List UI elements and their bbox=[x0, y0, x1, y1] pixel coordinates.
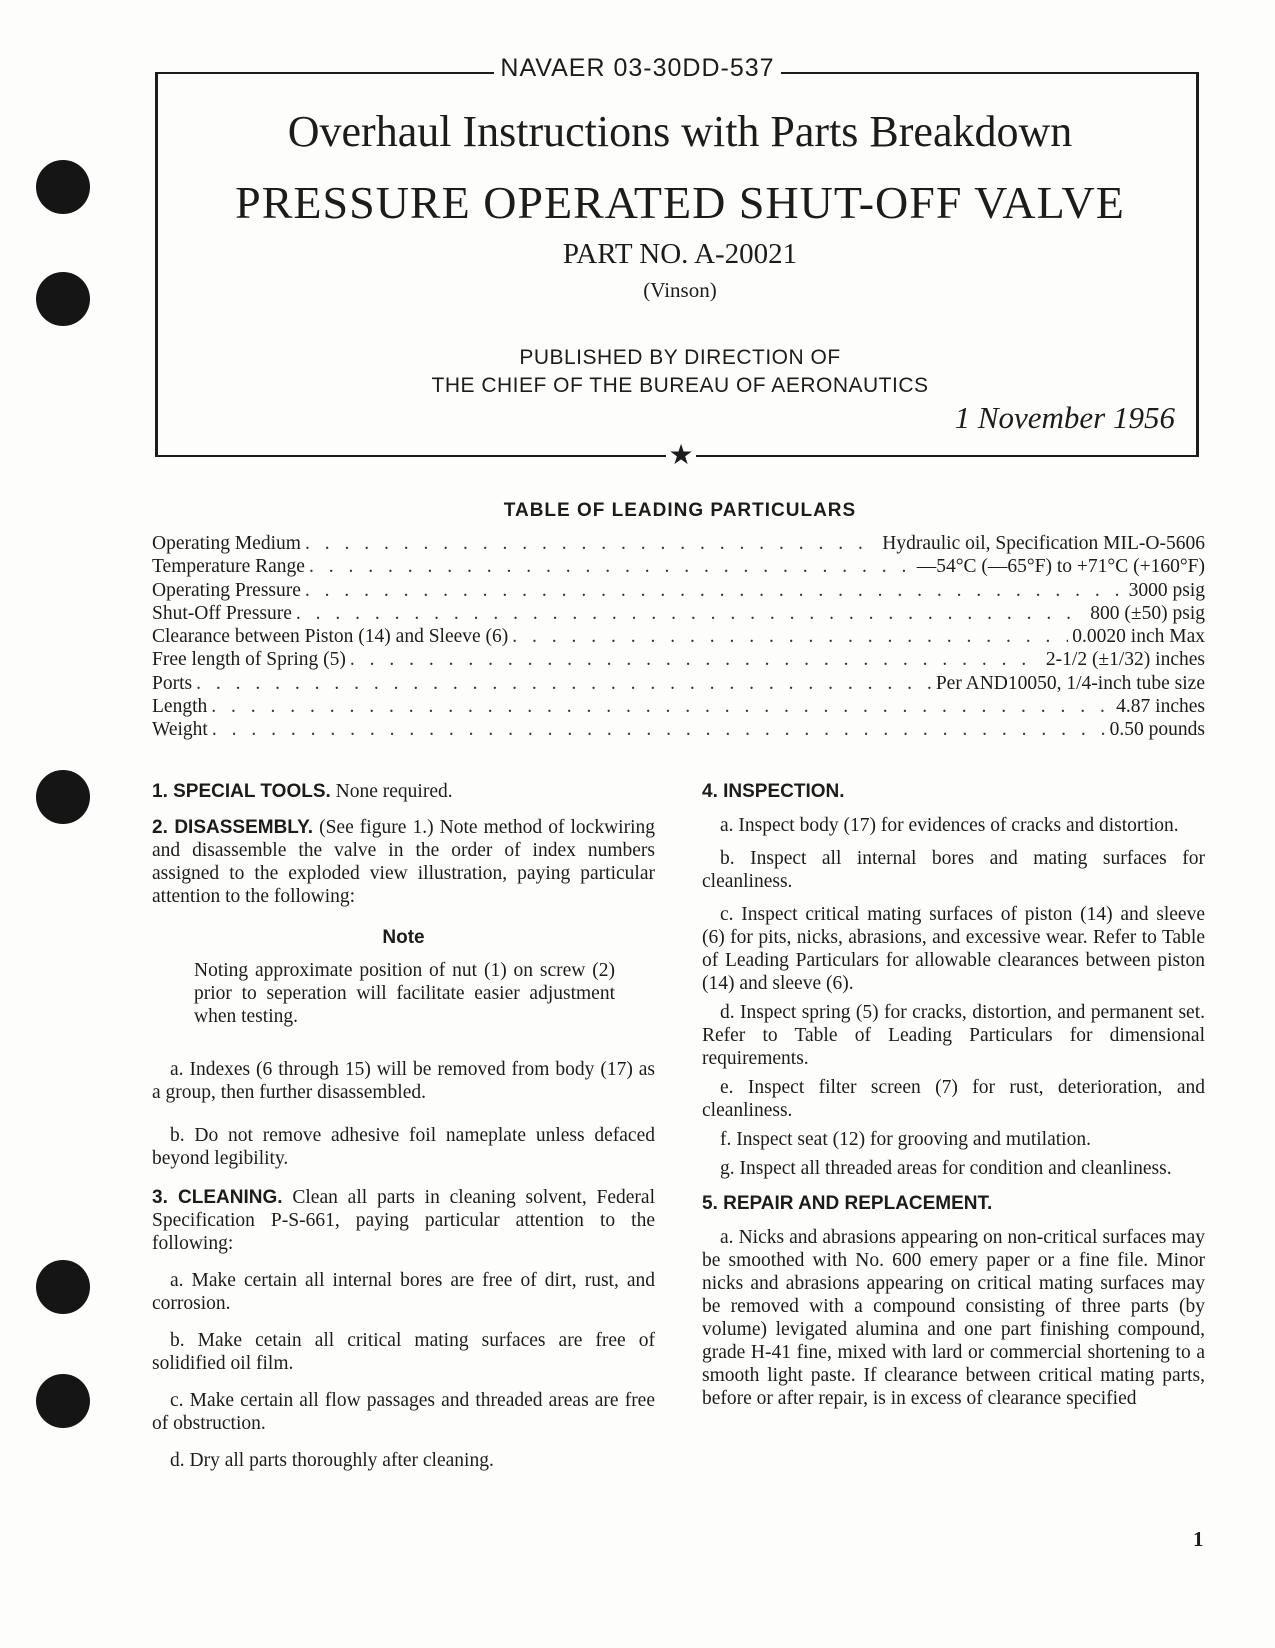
part-number: PART NO. A-20021 bbox=[562, 238, 798, 270]
list-item: b. Make cetain all critical mating surfaces are free of solidified oil film. bbox=[152, 1330, 655, 1374]
right-column bbox=[702, 780, 1205, 1410]
publication-date: 1 November 1956 bbox=[954, 400, 1175, 435]
particulars-row bbox=[152, 556, 1205, 579]
document-subject: PRESSURE OPERATED SHUT-OFF VALVE bbox=[235, 177, 1125, 228]
particulars-row bbox=[152, 673, 1205, 696]
particulars-row bbox=[152, 533, 1205, 556]
repair-heading-line bbox=[702, 1192, 1205, 1215]
list-item: c. Inspect critical mating surfaces of piston (14) and sleeve (6) for pits, nicks, abrasions, and excessive wear. Refer to Table of Leading Particulars for allowable clearances between piston (14) and sleeve (6). bbox=[702, 904, 1205, 994]
section-heading: 5. REPAIR AND REPLACEMENT. bbox=[702, 1193, 993, 1214]
list-item: b. Inspect all internal bores and mating surfaces for cleanliness. bbox=[702, 848, 1205, 892]
row-label: Temperature Range bbox=[152, 556, 305, 578]
inspection-heading-line bbox=[702, 780, 1205, 803]
row-value: —54°C (—65°F) to +71°C (+160°F) bbox=[916, 556, 1205, 578]
section-text: (See figure 1.) Note method of lockwiring and disassemble the valve in the order of index numbers assigned to the exploded view illustration, paying particular attention to the following: bbox=[152, 817, 655, 907]
note-heading: Note bbox=[382, 927, 425, 948]
list-item: a. Inspect body (17) for evidences of cracks and distortion. bbox=[720, 815, 1179, 836]
published-line: PUBLISHED BY DIRECTION OF bbox=[519, 346, 841, 369]
list-item: b. Do not remove adhesive foil nameplate unless defaced beyond legibility. bbox=[152, 1125, 655, 1169]
row-value: 0.50 pounds bbox=[1109, 719, 1205, 741]
particulars-row bbox=[152, 580, 1205, 603]
row-label: Ports bbox=[152, 672, 193, 694]
section-heading: 1. SPECIAL TOOLS. bbox=[152, 781, 331, 802]
row-value: 3000 psig bbox=[1128, 579, 1205, 601]
list-item: f. Inspect seat (12) for grooving and mutilation. bbox=[720, 1129, 1091, 1150]
row-value: 4.87 inches bbox=[1116, 696, 1205, 718]
particulars-table bbox=[152, 533, 1205, 743]
published-line: THE CHIEF OF THE BUREAU OF AERONAUTICS bbox=[431, 374, 929, 397]
section-heading: 2. DISASSEMBLY. bbox=[152, 817, 313, 838]
row-label: Operating Pressure bbox=[152, 579, 301, 601]
leader-dots bbox=[350, 649, 1042, 671]
page-number: 1 bbox=[1193, 1527, 1204, 1551]
row-value: Hydraulic oil, Specification MIL-O-5606 bbox=[882, 533, 1205, 554]
section-text: Clean all parts in cleaning solvent, Federal Specification P-S-661, paying particular attention to the following: bbox=[152, 1187, 655, 1254]
row-value: 2-1/2 (±1/32) inches bbox=[1045, 649, 1205, 671]
particulars-row bbox=[152, 649, 1205, 672]
special-tools-paragraph bbox=[152, 780, 655, 803]
published-by bbox=[0, 344, 1275, 400]
list-item: g. Inspect all threaded areas for condition and cleanliness. bbox=[720, 1158, 1172, 1179]
row-label: Operating Medium bbox=[152, 533, 301, 554]
row-label: Free length of Spring (5) bbox=[152, 649, 346, 671]
leader-dots bbox=[211, 696, 1112, 718]
particulars-row bbox=[152, 719, 1205, 742]
manufacturer: (Vinson) bbox=[643, 278, 717, 302]
row-value: 800 (±50) psig bbox=[1090, 602, 1205, 624]
list-item: d. Dry all parts thoroughly after cleaning. bbox=[170, 1450, 494, 1471]
document-title: Overhaul Instructions with Parts Breakdown bbox=[287, 107, 1073, 156]
particulars-row bbox=[152, 696, 1205, 719]
leader-dots bbox=[512, 626, 1068, 648]
list-item: a. Make certain all internal bores are free of dirt, rust, and corrosion. bbox=[152, 1270, 655, 1314]
note-text: Noting approximate position of nut (1) on screw (2) prior to seperation will facilitate easier adjustment when testing. bbox=[194, 960, 615, 1027]
row-label: Length bbox=[152, 696, 208, 718]
document-number: NAVAER 03-30DD-537 bbox=[0, 54, 1275, 83]
leader-dots bbox=[296, 603, 1086, 625]
binder-hole bbox=[36, 1374, 90, 1428]
leader-dots bbox=[305, 580, 1125, 602]
list-item: a. Indexes (6 through 15) will be removed from body (17) as a group, then further disassembled. bbox=[152, 1059, 655, 1103]
binder-hole bbox=[36, 770, 90, 824]
cleaning-paragraph bbox=[152, 1186, 655, 1255]
leader-dots bbox=[309, 556, 913, 578]
row-value: 0.0020 inch Max bbox=[1072, 626, 1205, 648]
list-item: a. Nicks and abrasions appearing on non-critical surfaces may be smoothed with No. 600 emery paper or a fine file. Minor nicks and abrasions appearing on critical mating surfaces may be removed with a compound consisting of three parts (by volume) levigated alumina and one part finishing compound, grade H-41 fine, mixed with lard or commercial shortening to a smooth light paste. If clearance between critical mating parts, before or after repair, is in excess of clearance specified bbox=[702, 1227, 1205, 1409]
row-label: Clearance between Piston (14) and Sleeve (6) bbox=[152, 626, 509, 648]
row-value: Per AND10050, 1/4-inch tube size bbox=[935, 672, 1205, 694]
row-label: Shut-Off Pressure bbox=[152, 602, 292, 624]
left-column bbox=[152, 780, 655, 1472]
binder-hole bbox=[36, 1260, 90, 1314]
star-ornament: ★ bbox=[666, 438, 696, 474]
particulars-row bbox=[152, 626, 1205, 649]
list-item: e. Inspect filter screen (7) for rust, deterioration, and cleanliness. bbox=[702, 1077, 1205, 1121]
particulars-row bbox=[152, 603, 1205, 626]
section-text: None required. bbox=[335, 781, 453, 802]
leader-dots bbox=[196, 673, 932, 695]
list-item: d. Inspect spring (5) for cracks, distortion, and permanent set. Refer to Table of Leading Particulars for dimensional requirements. bbox=[702, 1002, 1205, 1069]
section-heading: 4. INSPECTION. bbox=[702, 781, 845, 802]
list-item: c. Make certain all flow passages and threaded areas are free of obstruction. bbox=[152, 1390, 655, 1434]
section-heading: 3. CLEANING. bbox=[152, 1187, 283, 1208]
row-label: Weight bbox=[152, 719, 208, 741]
table-title: TABLE OF LEADING PARTICULARS bbox=[503, 500, 857, 521]
leader-dots bbox=[212, 719, 1106, 741]
leader-dots bbox=[305, 533, 878, 555]
disassembly-paragraph bbox=[152, 816, 655, 908]
